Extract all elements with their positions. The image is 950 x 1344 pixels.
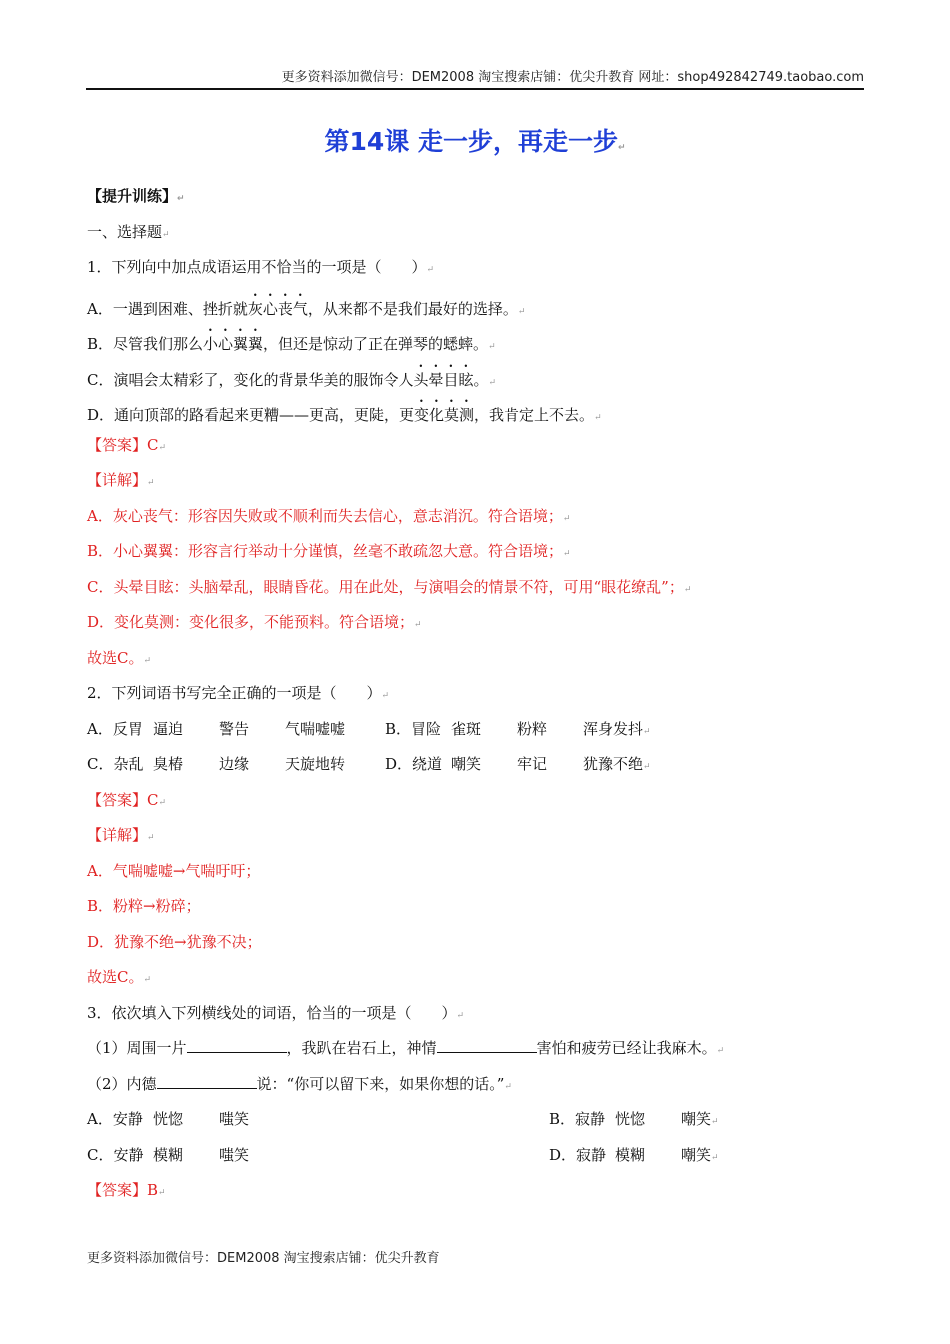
q2-explanation-a: A．气喘嘘嘘→气喘吁吁； (87, 861, 261, 880)
q3-answer: 【答案】B↵ (87, 1181, 166, 1199)
q1-explanation-d: D．变化莫测：变化很多，不能预料。符合语境；↵ (87, 613, 422, 631)
q2-explanation-b: B．粉粹→粉碎； (87, 897, 201, 915)
fill-blank (437, 1036, 537, 1053)
q2-options-cd: C．杂乱 臭椿 边缘 天旋地转 D．绕道 嘲笑 牢记 犹豫不绝↵ (87, 755, 651, 773)
q2-stem: 2．下列词语书写完全正确的一项是（ ）↵ (87, 684, 390, 702)
q1-option-c: C．演唱会太精彩了，变化的背景华美的服饰令人头晕目眩。↵ (87, 370, 497, 389)
q2-answer: 【答案】C↵ (87, 790, 167, 809)
section-heading: 【提升训练】↵ (87, 187, 185, 205)
q1-answer: 【答案】C↵ (87, 435, 167, 454)
q1-explanation-a: A．灰心丧气：形容因失败或不顺利而失去信心，意志消沉。符合语境；↵ (87, 506, 571, 525)
q2-conclusion: 故选C。↵ (87, 968, 152, 986)
header-rule (86, 88, 864, 90)
q2-detail-label: 【详解】↵ (87, 826, 155, 844)
page-footer: 更多资料添加微信号：DEM2008 淘宝搜索店铺：优尖升教育 (87, 1251, 440, 1266)
q3-sentence-1: （1）周围一片 ，我趴在岩石上，神情 害怕和疲劳已经让我麻木。↵ (87, 1036, 867, 1072)
q2-options-ab: A．反胃 逼迫 警告 气喘嘘嘘 B．冒险 雀斑 粉粹 浑身发抖↵ (87, 719, 651, 738)
q3-sentence-2: （2）内德 说：“你可以留下来，如果你想的话。”↵ (87, 1072, 867, 1108)
page-header: 更多资料添加微信号：DEM2008 淘宝搜索店铺：优尖升教育 网址：shop492842749.taobao.com (281, 70, 864, 85)
fill-blank (157, 1072, 257, 1089)
q1-explanation-c: C．头晕目眩：头脑晕乱，眼睛昏花。用在此处，与演唱会的情景不符，可用“眼花缭乱”；↵ (87, 577, 692, 596)
document-body (87, 184, 867, 1214)
q1-option-a: A．一遇到困难、挫折就灰心丧气，从来都不是我们最好的选择。↵ (87, 299, 526, 318)
lesson-title: 第14课 走一步，再走一步↵ (324, 127, 626, 156)
q1-stem: 1．下列向中加点成语运用不恰当的一项是（ ）↵ (87, 258, 435, 276)
fill-blank (187, 1036, 287, 1053)
q3-options-cd: C．安静 模糊 嗤笑 D．寂静 模糊 嘲笑↵ (87, 1145, 719, 1164)
q1-option-d: D．通向顶部的路看起来更糟——更高，更陡，更变化莫测，我肯定上不去。↵ (87, 406, 602, 424)
q3-options-ab: A．安静 恍惚 嗤笑 B．寂静 恍惚 嘲笑↵ (87, 1110, 719, 1128)
q3-stem: 3．依次填入下列横线处的词语，恰当的一项是（ ）↵ (87, 1003, 465, 1022)
q1-conclusion: 故选C。↵ (87, 648, 152, 667)
q1-explanation-b: B．小心翼翼：形容言行举动十分谨慎，丝毫不敢疏忽大意。符合语境；↵ (87, 542, 571, 560)
q1-detail-label: 【详解】↵ (87, 471, 155, 489)
q1-option-b: B．尽管我们那么小心翼翼，但还是惊动了正在弹琴的蟋蟀。↵ (87, 335, 496, 353)
q2-explanation-d: D．犹豫不绝→犹豫不决； (87, 932, 262, 951)
part-heading: 一、选择题↵ (87, 222, 170, 241)
